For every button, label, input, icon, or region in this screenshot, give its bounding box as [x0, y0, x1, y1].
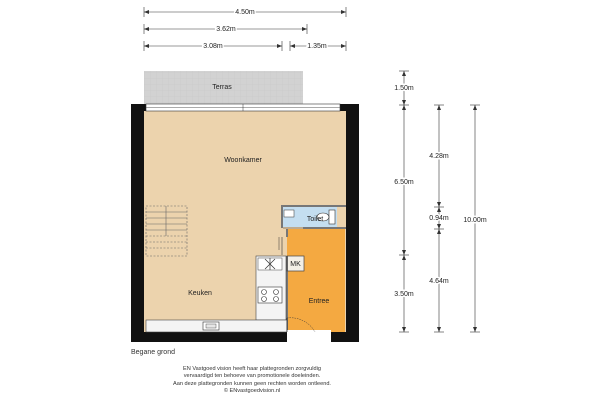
dim-front-depth: 4.28m	[429, 153, 449, 160]
terrace-window	[146, 104, 340, 111]
disclaimer-line: vervaardigd ten behoeve van promotionele doeleinden.	[183, 373, 321, 380]
meter-cupboard-label: MK	[290, 261, 301, 268]
top-dimension-labels	[203, 9, 327, 50]
disclaimer-line: Aan deze plattegronden kunnen geen rechten worden ontleend.	[173, 380, 331, 387]
terrace	[144, 71, 303, 105]
dim-toilet-depth: 0.94m	[429, 215, 449, 222]
entrance-floor	[287, 229, 345, 332]
dim-entrance-depth: 4.64m	[429, 278, 449, 285]
sink-icon	[203, 322, 219, 330]
disclaimer-line: EN Vastgoed vision heeft haar plattegronden zorgvuldig	[183, 366, 321, 372]
dim-top-partial: 3.62m	[216, 26, 236, 33]
hand-basin-icon	[284, 210, 294, 217]
terrace-label: Terras	[212, 84, 232, 91]
floor-name: Begane grond	[131, 349, 175, 356]
hob-icon	[258, 287, 282, 303]
disclaimer-copyright: © ENvastgoedvision.nl	[223, 387, 281, 394]
living-room-label: Woonkamer	[224, 157, 262, 164]
dim-upper-depth: 6.50m	[394, 179, 414, 186]
dim-lower-depth: 3.50m	[394, 291, 414, 298]
right-dimension-labels	[394, 85, 487, 298]
toilet-label: Toilet	[306, 216, 324, 223]
dim-total-depth: 10.00m	[463, 217, 487, 224]
dim-terrace-depth: 1.50m	[394, 85, 414, 92]
dim-top-total: 4.50m	[235, 9, 255, 16]
disclaimer	[0, 366, 504, 395]
dim-left-width: 3.08m	[203, 43, 223, 50]
entrance-label: Entree	[308, 298, 330, 305]
kitchen-label: Keuken	[188, 290, 212, 297]
dim-right-width: 1.35m	[307, 43, 327, 50]
